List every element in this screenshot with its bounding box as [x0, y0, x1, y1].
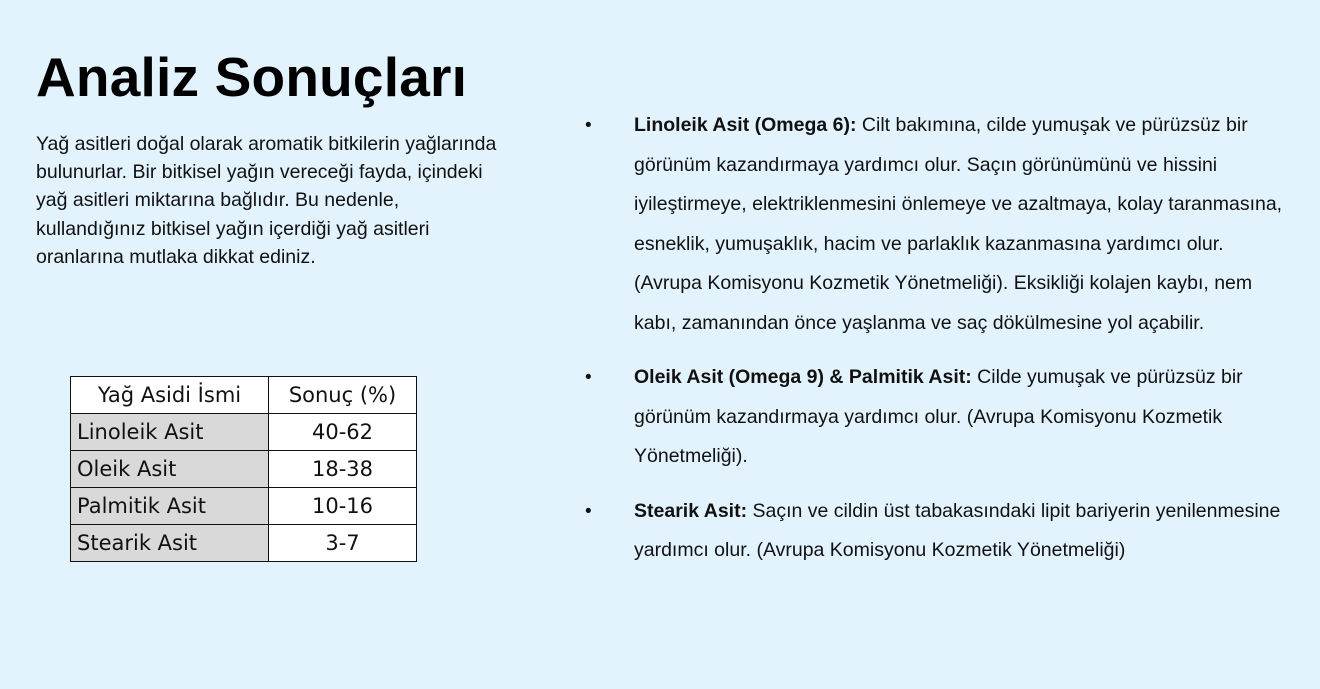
- table-header-row: [71, 377, 417, 414]
- table-row: [71, 414, 417, 451]
- list-item: [585, 358, 1285, 477]
- bullet-icon: •: [585, 500, 592, 522]
- header-result: Sonuç (%): [269, 377, 417, 414]
- bullet-icon: •: [585, 367, 592, 388]
- list-item: [585, 492, 1285, 571]
- page-title: Analiz Sonuçları: [36, 46, 468, 108]
- bullet-heading: Linoleik Asit (Omega 6):: [634, 114, 857, 136]
- intro-paragraph: Yağ asitleri doğal olarak aromatik bitkilerin yağlarında bulunurlar. Bir bitkisel yağın vereceği fayda, içindeki yağ asitleri miktarına bağlıdır. Bu nedenle, kullandığınız bitkisel yağın içerdiği yağ asitleri oranlarına mutlaka dikkat ediniz.: [36, 133, 497, 268]
- acid-name-cell: Oleik Asit: [71, 451, 269, 488]
- bullet-text: Cilt bakımına, cilde yumuşak ve pürüzsüz bir görünüm kazandırmaya yardımcı olur. Saçın görünümünü ve hissini iyileştirmeye, elektriklenmesini önlemeye ve azaltmaya, kolay taranmasına, esneklik, yumuşaklık, hacim ve parlaklık kazanmasına yardımcı olur. (Avrupa Komisyonu Kozmetik Yönetmeliği). Eksikliği kolajen kaybı, nem kabı, zamanından önce yaşlanma ve saç dökülmesine yol açabilir.: [634, 114, 1283, 334]
- table-row: [71, 525, 417, 562]
- bullet-text: Cilde yumuşak ve pürüzsüz bir görünüm kazandırmaya yardımcı olur. (Avrupa Komisyonu Kozmetik Yönetmeliği).: [634, 366, 1243, 467]
- fatty-acid-table: [70, 376, 417, 562]
- result-cell: 3-7: [269, 525, 417, 562]
- bullet-heading: Stearik Asit:: [634, 499, 748, 522]
- bullet-heading: Oleik Asit (Omega 9) & Palmitik Asit:: [634, 366, 972, 388]
- result-cell: 10-16: [269, 488, 417, 525]
- bullet-icon: •: [585, 115, 592, 136]
- bullet-text: Saçın ve cildin üst tabakasındaki lipit bariyerin yenilenmesine yardımcı olur. (Avrupa Komisyonu Kozmetik Yönetmeliği): [634, 499, 1281, 561]
- header-acid-name: Yağ Asidi İsmi: [71, 377, 269, 414]
- result-cell: 40-62: [269, 414, 417, 451]
- acid-name-cell: Linoleik Asit: [71, 414, 269, 451]
- acid-name-cell: Stearik Asit: [71, 525, 269, 562]
- list-item: [585, 106, 1285, 343]
- result-cell: 18-38: [269, 451, 417, 488]
- table-row: [71, 488, 417, 525]
- benefits-list: [585, 106, 1285, 571]
- acid-name-cell: Palmitik Asit: [71, 488, 269, 525]
- table-row: [71, 451, 417, 488]
